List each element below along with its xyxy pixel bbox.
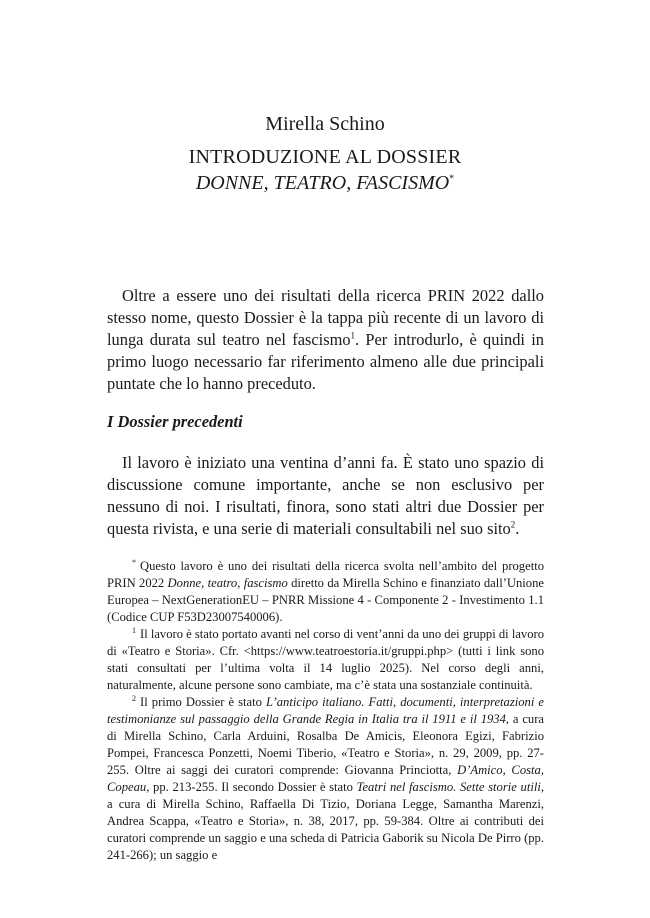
footnote-text: Il primo Dossier è stato: [140, 695, 267, 709]
footnote-text: , a cura di Mirella Schino, Raffaella Di Tizio, Doriana Legge, Samantha Marenzi, Andrea Scappa, «Teatro e Storia», n. 38, 2017, pp. 59-384. Oltre ai contributi dei curatori comprende un saggio e una scheda di Patricia Gaborik su Nicola De Pirro (pp. 241-266); un saggio e: [107, 780, 544, 862]
footnote-mark: *: [132, 557, 136, 567]
footnote-italic: D’Amico, Costa, Copeau: [107, 763, 544, 794]
footnote-2: [107, 694, 544, 864]
footnote-text: Il lavoro è stato portato avanti nel corso di vent’anni da uno dei gruppi di lavoro di «Teatro e Storia». Cfr. <https://www.teatroestoria.it/gruppi.php> (tutti i link sono stati consultati per l’ultima volta il 14 luglio 2025). Nel corso degli anni, naturalmente, alcune persone sono cambiate, ma c’è stata una sostanziale continuità.: [107, 627, 544, 692]
section-heading: I Dossier precedenti: [107, 412, 243, 431]
footnote-italic: Donne, teatro, fascismo: [167, 576, 288, 590]
footnote-mark-star[interactable]: *: [449, 173, 455, 185]
intro-text: Oltre a essere uno dei risultati della ricerca PRIN 2022 dallo stesso nome, questo Dossier è la tappa più recente di un lavoro di lunga durata sul teatro nel fascismo: [107, 286, 544, 349]
footnote-ref-1[interactable]: 1: [350, 330, 356, 341]
footnote-mark: 2: [132, 693, 136, 703]
author-name: Mirella Schino: [265, 113, 385, 135]
section-text: Il lavoro è iniziato una ventina d’anni fa. È stato uno spazio di discussione comune importante, anche se non esclusivo per nessuno di noi. I risultati, finora, sono stati altri due Dossier per questa rivista, e una serie di materiali consultabili nel suo sito: [107, 453, 544, 538]
footnote-italic: L’anticipo italiano. Fatti, documenti, interpretazioni e testimonianze sul passaggio della Grande Regia in Italia tra il 1911 e il 1934: [107, 695, 544, 726]
article-subtitle: [0, 172, 650, 195]
subtitle-text: DONNE, TEATRO, FASCISMO: [195, 172, 450, 194]
footnote-italic: Teatri nel fascismo. Sette storie utili: [356, 780, 541, 794]
intro-paragraph: [107, 285, 544, 395]
footnote-text: Questo lavoro è uno dei risultati della ricerca svolta nell’ambito del progetto PRIN 2022: [107, 559, 544, 590]
footnote-ref-2[interactable]: 2: [510, 519, 516, 530]
intro-text-end: . Per introdurlo, è quindi in primo luogo necessario far riferimento almeno alle due principali puntate che lo hanno preceduto.: [107, 330, 544, 393]
footnote-text: , pp. 213-255. Il secondo Dossier è stato: [146, 780, 357, 794]
footnote-text: diretto da Mirella Schino e finanziato dall’Unione Europea – NextGenerationEU – PNRR Missione 4 - Componente 2 - Investimento 1.1 (Codice CUP F53D23007540006).: [107, 576, 544, 624]
footnote-text: , a cura di Mirella Schino, Carla Arduini, Rosalba De Amicis, Eleonora Egizi, Fabrizio Pompei, Francesca Ponzetti, Noemi Tiberio, «Teatro e Storia», n. 29, 2009, pp. 27-255. Oltre ai saggi dei curatori comprende: Giovanna Princiotta,: [107, 712, 544, 777]
footnote-mark: 1: [132, 625, 136, 635]
footnote-1: [107, 626, 544, 694]
footnotes: [107, 558, 544, 864]
section-paragraph: [107, 452, 544, 540]
footnote-star: [107, 558, 544, 626]
section-text-end: .: [515, 519, 520, 538]
article-title: INTRODUZIONE AL DOSSIER: [188, 146, 462, 168]
